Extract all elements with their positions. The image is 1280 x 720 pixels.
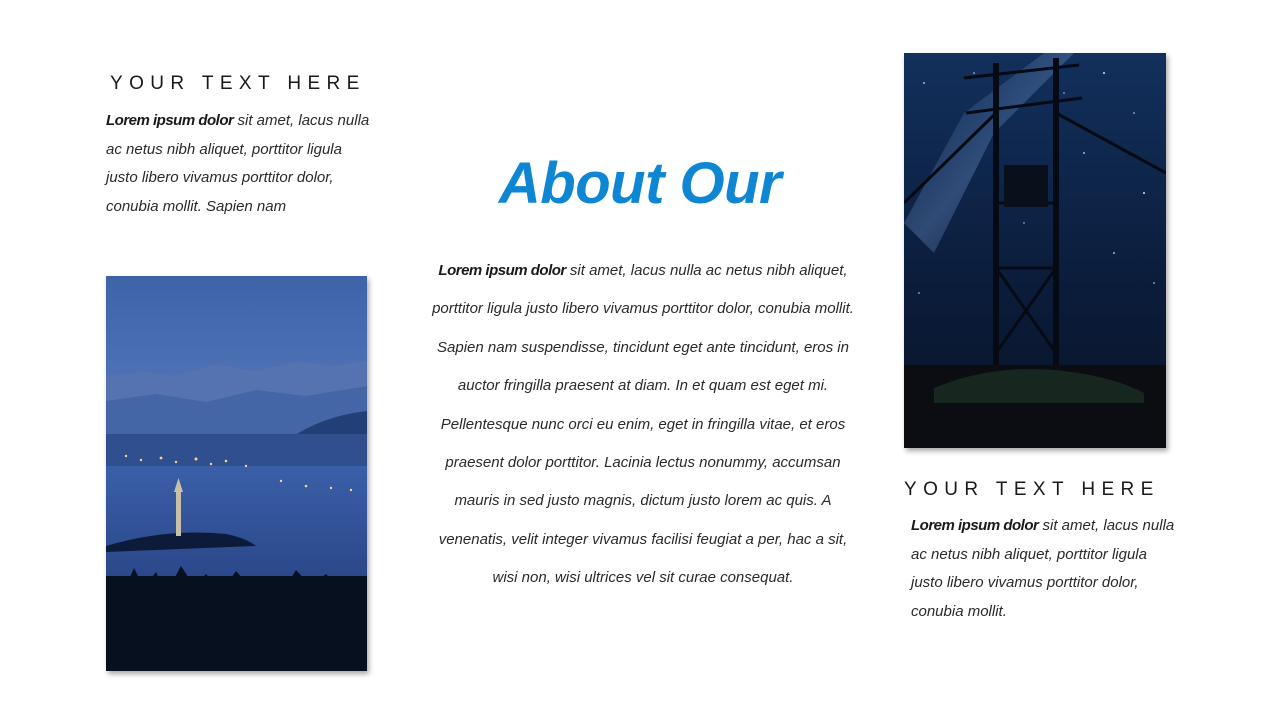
left-paragraph <box>106 107 376 222</box>
left-paragraph-body: sit amet, lacus nulla ac netus nibh aliquet, porttitor ligula justo libero vivamus porttitor dolor, conubia mollit. Sapien nam <box>106 112 370 216</box>
center-paragraph-body: sit amet, lacus nulla ac netus nibh aliquet, porttitor ligula justo libero vivamus porttitor dolor, conubia mollit. Sapien nam suspendisse, tincidunt eget ante tincidunt, eros in auctor fringilla praesent at diam. In et quam est eget mi. Pellentesque nunc orci eu enim, eget in fringilla vitae, et eros praesent dolor porttitor. Lacinia lectus nonummy, accumsan mauris in sed justo magnis, dictum justo lorem ac quis. A venenatis, velit integer vivamus facilisi feugiat a per, hac a sit, wisi non, wisi ultrices vel sit curae consequat. <box>432 262 854 587</box>
right-paragraph-bold: Lorem ipsum dolor <box>911 517 1039 534</box>
right-paragraph-body: sit amet, lacus nulla ac netus nibh aliquet, porttitor ligula justo libero vivamus porttitor dolor, conubia mollit. <box>911 517 1175 621</box>
left-paragraph-bold: Lorem ipsum dolor <box>106 112 234 129</box>
center-paragraph <box>430 252 856 598</box>
right-heading: YOUR TEXT HERE <box>904 479 1160 500</box>
power-pole-photo <box>904 53 1166 448</box>
left-heading: YOUR TEXT HERE <box>110 73 366 94</box>
power-pole-image <box>904 53 1166 448</box>
right-paragraph <box>911 512 1181 627</box>
center-paragraph-bold: Lorem ipsum dolor <box>438 262 566 279</box>
lake-church-image <box>106 276 367 671</box>
lake-church-photo <box>106 276 367 671</box>
slide-title: About Our <box>498 151 782 216</box>
